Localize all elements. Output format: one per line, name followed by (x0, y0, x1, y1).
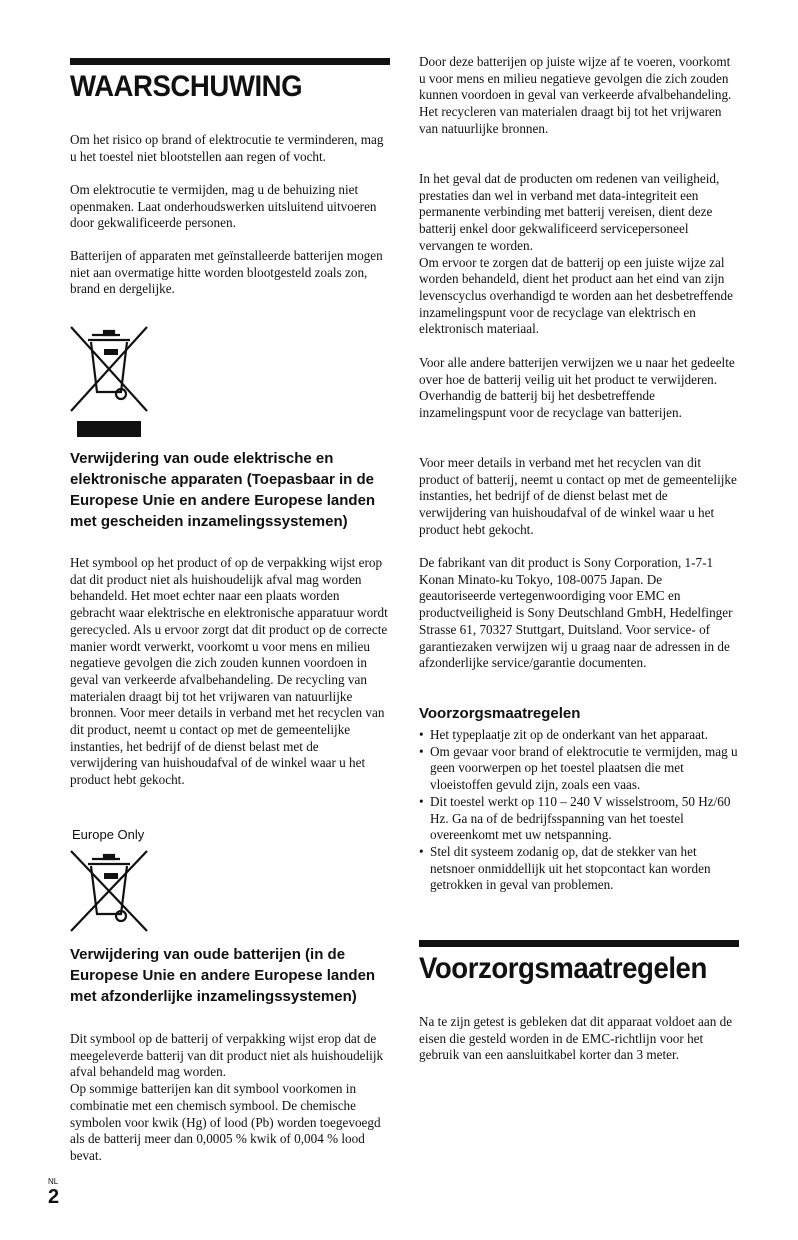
precautions-title-rule (419, 940, 739, 947)
battery-body: Dit symbool op de batterij of verpakking wijst erop dat de meegeleverde batterij van dit product niet als huishoudelijk afval behandeld mag worden. Op sommige batterijen kan dit symbool voorkomen in combinatie met een chemisch symbool. De chemische symbolen voor kwik (Hg) of lood (Pb) worden toegevoegd als de batterij meer dan 0,0005 % kwik of 0,004 % lood bevat. (70, 1031, 384, 1163)
weee-black-bar (77, 421, 141, 437)
precautions-body: Na te zijn getest is gebleken dat dit apparaat voldoet aan de eisen die gesteld worden in de EMC-richtlijn voor het gebruik van een aansluitkabel korter dan 3 meter. (419, 1014, 733, 1063)
precautions-list (419, 727, 739, 894)
warning-title-rule (70, 58, 390, 65)
warning-paragraph-2: Om elektrocutie te vermijden, mag u de behuizing niet openmaken. Laat onderhoudswerken uitsluitend uitvoeren door gekwalificeerde personen. (70, 182, 377, 231)
page-number: 2 (48, 1186, 60, 1208)
battery-heading: Verwijdering van oude batterijen (in de Europese Unie en andere Europese landen met afzonderlijke inzamelingssystemen) (70, 946, 376, 1005)
europe-only-label: Europe Only (72, 827, 145, 842)
battery-bin-icon (70, 850, 148, 932)
right-paragraph-1: Door deze batterijen op juiste wijze af te voeren, voorkomt u voor mens en milieu negatieve gevolgen die zich zouden kunnen voordoen in geval van verkeerde afvalbehandeling. Het recycleren van materialen draagt bij tot het vrijwaren van natuurlijke bronnen. (419, 54, 732, 136)
page-language: NL (48, 1177, 59, 1186)
right-paragraph-3: Voor alle andere batterijen verwijzen we u naar het gedeelte over hoe de batterij veilig uit het product te verwijderen. Overhandig de batterij bij het desbetreffende inzamelingspunt voor de recyclage van batterijen. (419, 355, 735, 421)
warning-paragraph-1: Om het risico op brand of elektrocutie te verminderen, mag u het toestel niet blootstellen aan regen of vocht. (70, 132, 384, 164)
right-paragraph-5: De fabrikant van dit product is Sony Corporation, 1-7-1 Konan Minato-ku Tokyo, 108-0075 Japan. De geautoriseerde vertegenwoordiging voor EMC en productveiligheid is Sony Deutschland GmbH, Hedelfinger Strasse 61, 70327 Stuttgart, Duitsland. Voor service- of garantiezaken verwijzen wij u graag naar de adressen in de afzonderlijke service/garantie documenten. (419, 555, 733, 671)
list-item: • Stel dit systeem zodanig op, dat de stekker van het netsnoer onmiddellijk uit het stopcontact kan worden getrokken in geval van problemen. (419, 844, 739, 894)
list-item: • Om gevaar voor brand of elektrocutie te vermijden, mag u geen voorwerpen op het toestel plaatsen die met vloeistoffen gevuld zijn, zoals een vaas. (419, 744, 739, 794)
list-item: • Dit toestel werkt op 110 – 240 V wisselstroom, 50 Hz/60 Hz. Ga na of de bedrijfsspanning van het toestel overeenkomt met uw netspanning. (419, 794, 739, 844)
weee-heading: Verwijdering van oude elektrische en elektronische apparaten (Toepasbaar in de Europese Unie en andere Europese landen met gescheiden inzamelingssystemen) (70, 450, 376, 530)
list-item: • Het typeplaatje zit op de onderkant van het apparaat. (419, 727, 739, 744)
warning-title: WAARSCHUWING (70, 70, 303, 103)
warning-paragraph-3: Batterijen of apparaten met geïnstalleerde batterijen mogen niet aan overmatige hitte worden blootgesteld zoals zon, brand en dergelijke. (70, 248, 383, 297)
precautions-subheading: Voorzorgsmaatregelen (419, 705, 581, 722)
right-paragraph-2: In het geval dat de producten om redenen van veiligheid, prestaties dan wel in verband met data-integriteit een permanente verbinding met batterij vereisen, dient deze batterij enkel door gekwalificeerd servicepersoneel vervangen te worden. Om ervoor te zorgen dat de batterij op een juiste wijze zal worden behandeld, dient het product aan het eind van zijn levenscyclus overhandigd te worden aan het desbetreffende inzamelingspunt voor de recyclage van elektrisch en elektronisch materiaal. (419, 171, 733, 337)
precautions-title: Voorzorgsmaatregelen (419, 952, 707, 985)
weee-body: Het symbool op het product of op de verpakking wijst erop dat dit product niet als huishoudelijk afval mag worden behandeld. Het moet echter naar een plaats worden gebracht waar elektrische en elektronische apparatuur wordt gerecycled. Als u ervoor zorgt dat dit product op de correcte manier wordt verwerkt, voorkomt u voor mens en milieu negatieve gevolgen die zich zouden kunnen voordoen in geval van verkeerde afvalbehandeling. De recycling van materialen draagt bij tot het vrijwaren van natuurlijke bronnen. Voor meer details in verband met het recyclen van dit product, neemt u contact op met de gemeentelijke instanties, het bedrijf of de dienst belast met de verwijdering van huishoudafval of de winkel waar u het product hebt gekocht. (70, 555, 388, 788)
weee-bin-icon (70, 326, 148, 412)
right-paragraph-4: Voor meer details in verband met het recyclen van dit product of batterij, neemt u contact op met de gemeentelijke instanties, het bedrijf of de dienst belast met de verwijdering van huishoudafval of de winkel waar u het product hebt gekocht. (419, 455, 737, 537)
